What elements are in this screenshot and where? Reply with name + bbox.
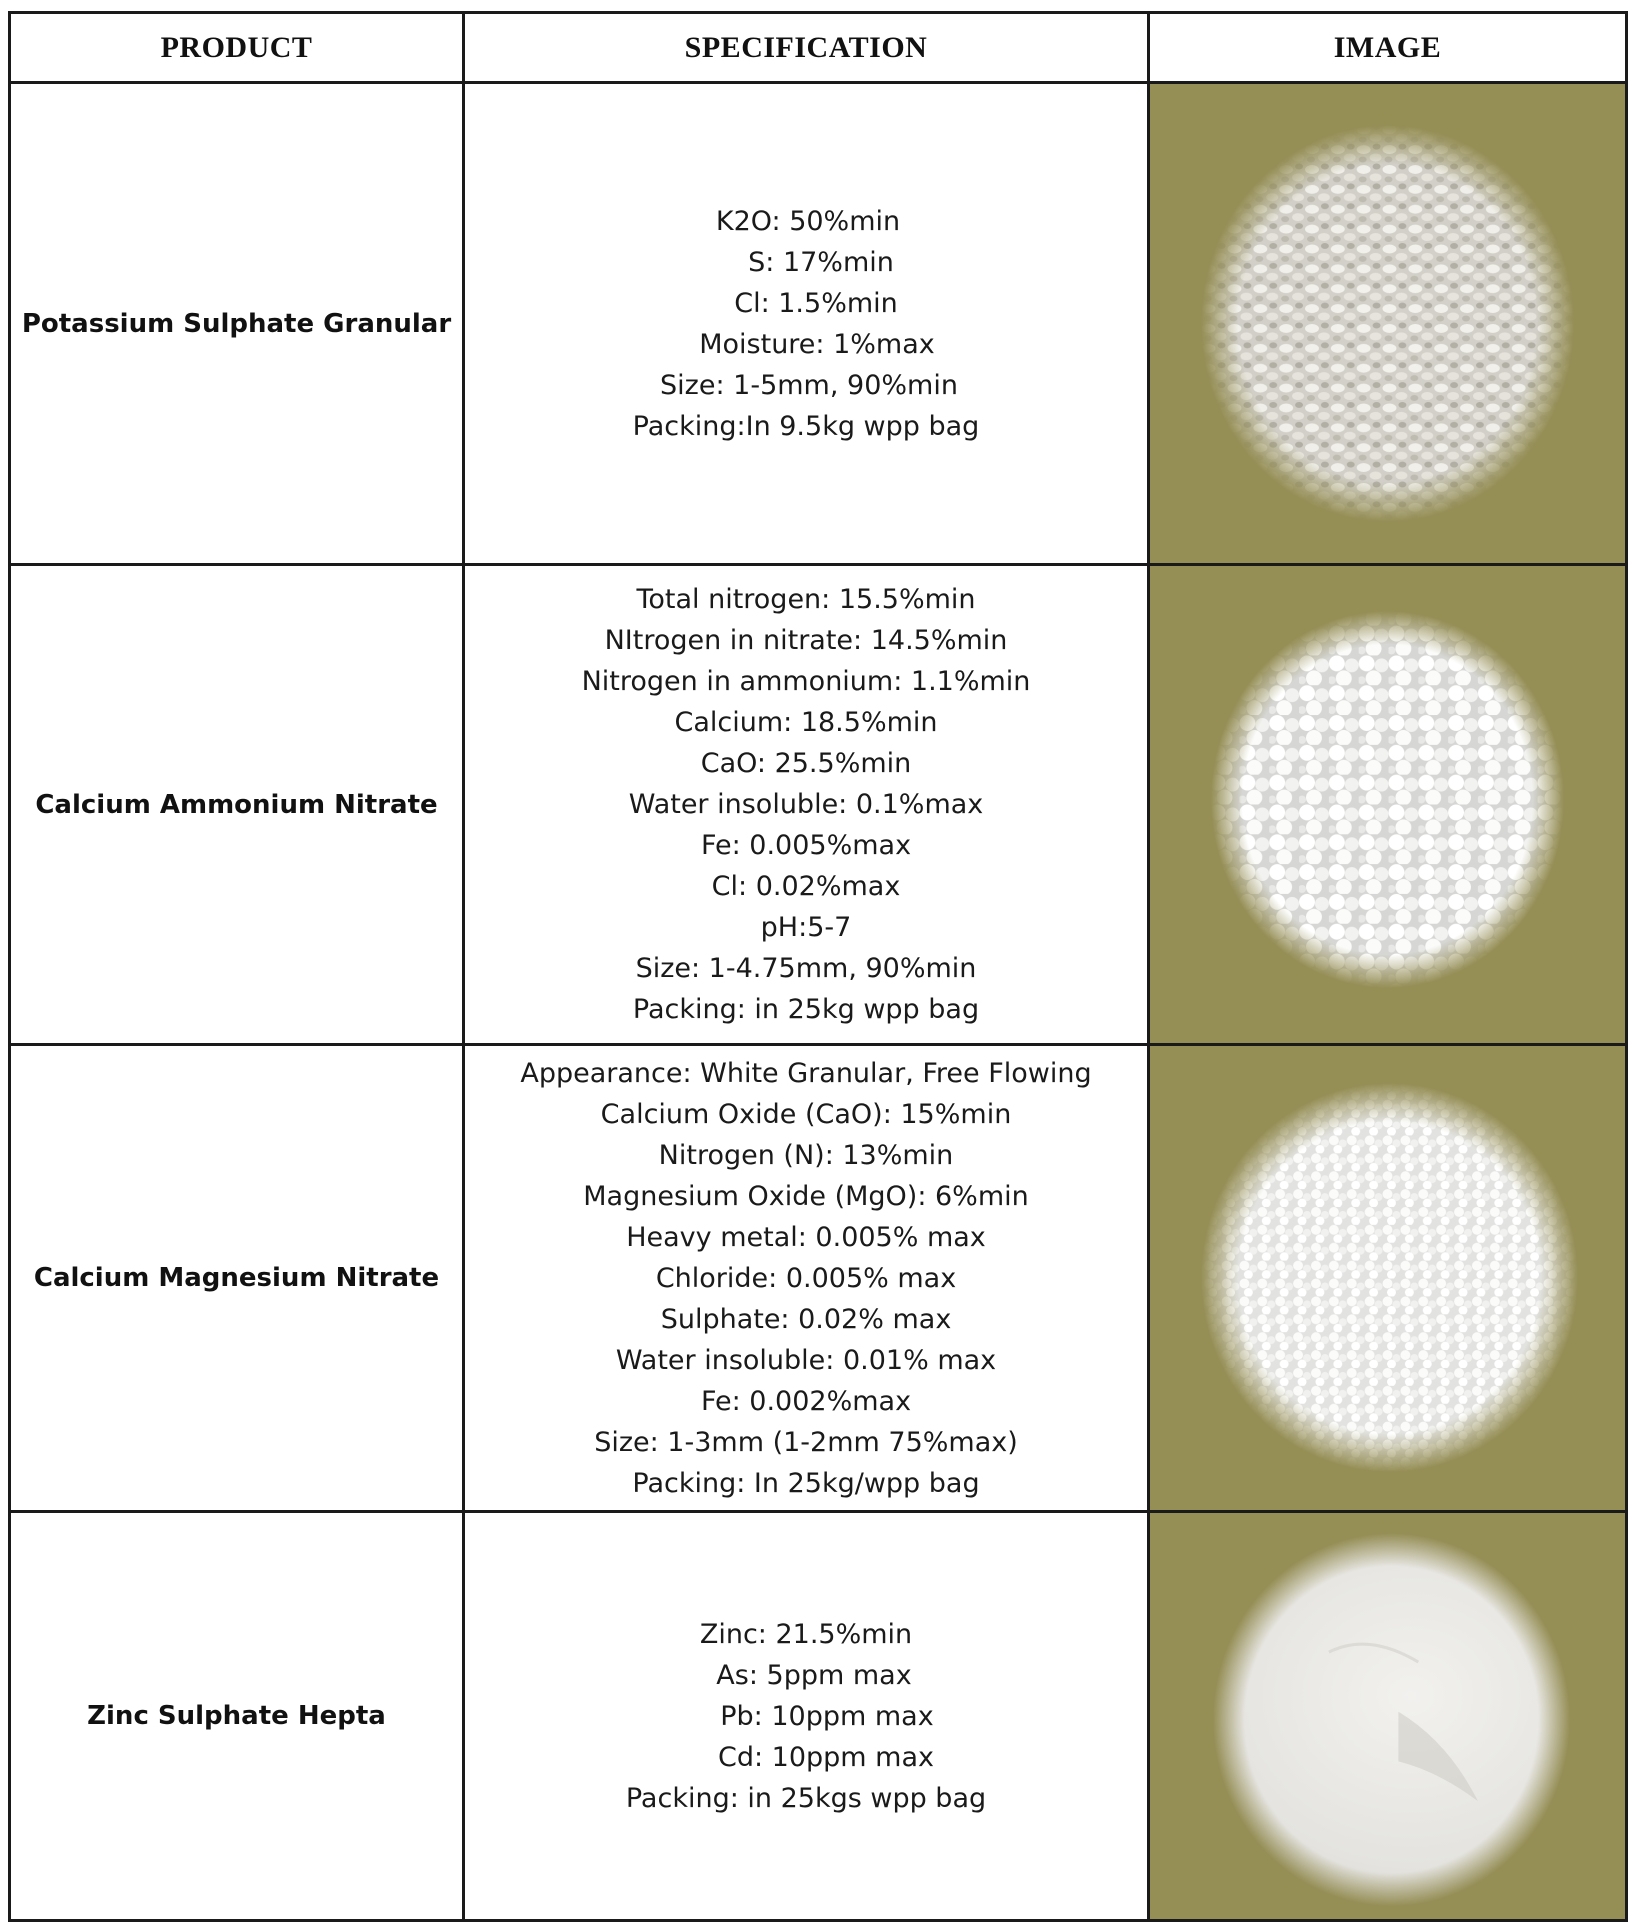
table-row — [10, 83, 1627, 565]
spec-line: Moisture: 1%max — [699, 328, 935, 360]
product-cell — [10, 83, 464, 565]
spec-line: Calcium Oxide (CaO): 15%min — [600, 1098, 1012, 1130]
image-cell — [1149, 565, 1627, 1045]
table-row — [10, 1045, 1627, 1512]
table-row — [10, 1512, 1627, 1921]
spec-line: CaO: 25.5%min — [700, 748, 912, 779]
spec-line: Cd: 10ppm max — [717, 1741, 934, 1773]
product-cell — [10, 565, 464, 1045]
spec-line: Total nitrogen: 15.5%min — [636, 584, 976, 615]
spec-line: Chloride: 0.005% max — [655, 1262, 957, 1294]
spec-line: Packing: In 25kg/wpp bag — [632, 1467, 980, 1499]
spec-line: As: 5ppm max — [716, 1659, 912, 1691]
spec-line: Heavy metal: 0.005% max — [626, 1221, 986, 1253]
spec-line: NItrogen in nitrate: 14.5%min — [604, 625, 1008, 656]
white-granular-photo — [1150, 1046, 1625, 1510]
spec-line: Water insoluble: 0.1%max — [628, 789, 984, 820]
product-cell — [10, 1512, 464, 1921]
specification-cell — [464, 565, 1149, 1045]
image-cell — [1149, 83, 1627, 565]
white-powder-photo — [1150, 1513, 1625, 1919]
image-cell — [1149, 1045, 1627, 1512]
table-row — [10, 565, 1627, 1045]
white-granules-photo — [1150, 84, 1625, 563]
spec-line: Water insoluble: 0.01% max — [615, 1344, 997, 1376]
table-header-row — [10, 13, 1627, 83]
header-product: PRODUCT — [10, 13, 464, 83]
product-name: Potassium Sulphate Granular — [21, 308, 452, 339]
spec-line: S: 17%min — [748, 246, 894, 278]
spec-line: Cl: 1.5%min — [734, 287, 898, 319]
spec-line: Packing: in 25kgs wpp bag — [625, 1782, 987, 1814]
spec-line: Size: 1-3mm (1-2mm 75%max) — [594, 1426, 1018, 1458]
specification-cell — [464, 1045, 1149, 1512]
spec-line: Pb: 10ppm max — [720, 1700, 934, 1732]
product-name: Calcium Ammonium Nitrate — [35, 789, 438, 820]
spec-line: K2O: 50%min — [715, 205, 901, 237]
white-prills-photo — [1150, 566, 1625, 1043]
spec-list — [465, 201, 1147, 447]
spec-line: Sulphate: 0.02% max — [660, 1303, 952, 1335]
product-cell — [10, 1045, 464, 1512]
specification-cell — [464, 1512, 1149, 1921]
spec-line: Size: 1-5mm, 90%min — [660, 369, 958, 401]
spec-line: Nitrogen (N): 13%min — [658, 1139, 954, 1171]
spec-line: pH:5-7 — [760, 912, 852, 943]
spec-list — [465, 1053, 1147, 1504]
spec-line: Nitrogen in ammonium: 1.1%min — [581, 666, 1031, 697]
spec-line: Packing:In 9.5kg wpp bag — [632, 410, 980, 442]
spec-line: Magnesium Oxide (MgO): 6%min — [583, 1180, 1029, 1212]
spec-line: Packing: in 25kg wpp bag — [632, 994, 980, 1025]
spec-line: Cl: 0.02%max — [711, 871, 901, 902]
spec-line: Fe: 0.002%max — [700, 1385, 912, 1417]
product-spec-table — [8, 11, 1628, 1922]
spec-line: Calcium: 18.5%min — [674, 707, 938, 738]
product-name: Zinc Sulphate Hepta — [87, 1701, 386, 1732]
specification-cell — [464, 83, 1149, 565]
spec-line: Zinc: 21.5%min — [699, 1618, 913, 1650]
spec-line: Appearance: White Granular, Free Flowing — [520, 1057, 1092, 1089]
spec-list — [465, 1614, 1147, 1819]
product-name: Calcium Magnesium Nitrate — [33, 1263, 440, 1294]
spec-line: Size: 1-4.75mm, 90%min — [635, 953, 977, 984]
image-cell — [1149, 1512, 1627, 1921]
spec-list — [465, 579, 1147, 1030]
spec-line: Fe: 0.005%max — [700, 830, 912, 861]
header-specification: SPECIFICATION — [464, 13, 1149, 83]
header-image: IMAGE — [1149, 13, 1627, 83]
